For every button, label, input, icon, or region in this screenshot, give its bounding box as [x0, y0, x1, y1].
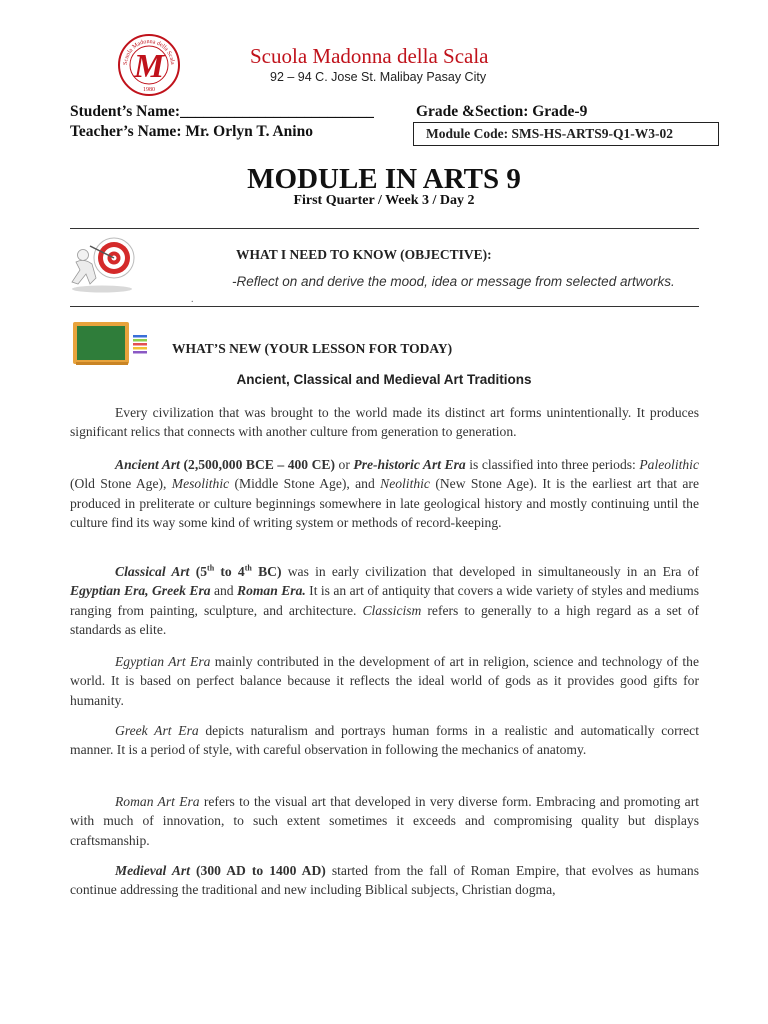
term-prehistoric: Pre-historic Art Era: [353, 457, 466, 472]
term-mesolithic: Mesolithic: [171, 476, 230, 492]
whats-new-heading: WHAT’S NEW (YOUR LESSON FOR TODAY): [172, 341, 453, 356]
text-run: (Old Stone Age),: [70, 476, 172, 492]
text-run: was in early civilization that developed in simultaneously in an Era of: [281, 564, 699, 579]
objective-heading: WHAT I NEED TO KNOW (OBJECTIVE):: [236, 247, 492, 262]
text-run: started from the fall of Roman Empire, that evolves as humans continue addressing the traditional and new including Biblical subjects, Christian dogma,: [70, 863, 699, 898]
term-eras: Egyptian Era, Greek Era: [70, 583, 211, 599]
module-code-box: Module Code: SMS-HS-ARTS9-Q1-W3-02: [413, 122, 719, 146]
text-run: refers to generally to a high regard as a set of standards as elite.: [70, 602, 699, 638]
term-medieval-art: Medieval Art: [115, 863, 190, 878]
term-ancient-art: Ancient Art: [115, 457, 180, 472]
seal-text: Scuola Madonna della Scala: [122, 38, 176, 66]
paragraph-greek-art: [70, 721, 699, 760]
student-name-field: Student’s Name:_________________________: [70, 103, 374, 120]
paragraph-classical-art: [70, 562, 699, 640]
grade-section: Grade &Section: Grade-9: [416, 103, 588, 120]
teacher-name: Teacher’s Name: Mr. Orlyn T. Anino: [70, 123, 313, 140]
school-address: 92 – 94 C. Jose St. Malibay Pasay City: [270, 70, 487, 84]
term-classicism: Classicism: [362, 602, 422, 618]
term-roman-art: Roman Art Era: [115, 794, 200, 809]
text-run: to 4: [214, 564, 245, 579]
medieval-dates: (300 AD to 1400 AD): [190, 863, 326, 878]
text-run: and: [210, 583, 237, 599]
text-run: (New Stone Age). It is the earliest art that are produced in preliterate or culture beginnings somewhere in late geological history and mostly continuing until the culture find its way some kind of writing system or methods of record-keeping.: [70, 476, 699, 531]
text-run: depicts naturalism and portrays human forms in a realistic and automatically correct manner. It is a period of style, with careful observation in following the mechanics of anatomy.: [70, 723, 699, 758]
paragraph-intro: [70, 403, 699, 442]
text-run: (5: [189, 564, 208, 579]
term-greek-art: Greek Art Era: [115, 723, 199, 738]
text-run: or: [335, 457, 354, 472]
text-run: (Middle Stone Age), and: [229, 476, 381, 492]
paragraph-intro-text: Every civilization that was brought to the world made its distinct art forms unintentionally. It produces significant relics that connects with another culture from generation to generation.: [70, 405, 699, 440]
stray-dot: .: [191, 294, 194, 305]
chalkboard-icon: [72, 321, 152, 367]
paragraph-medieval-art: [70, 861, 699, 900]
module-title: MODULE IN ARTS 9: [247, 163, 521, 195]
text-run: is classified into three periods:: [465, 457, 640, 472]
school-name: Scuola Madonna della Scala: [250, 44, 489, 68]
paragraph-roman-art: [70, 792, 699, 850]
term-egyptian-art: Egyptian Art Era: [115, 654, 211, 669]
paragraph-ancient-art: [70, 455, 699, 533]
superscript: th: [244, 563, 252, 573]
ancient-dates: (2,500,000 BCE – 400 CE): [179, 457, 336, 472]
text-run: mainly contributed in the development of art in religion, science and technology of the world. It is based on perfect balance because it reflects the ideal world of gods as it provides good gifts for humanity.: [70, 654, 699, 708]
term-paleolithic: Paleolithic: [639, 457, 699, 472]
text-run: BC): [251, 564, 282, 579]
module-subtitle: First Quarter / Week 3 / Day 2: [293, 193, 475, 208]
superscript: th: [207, 563, 215, 573]
term-neolithic: Neolithic: [380, 476, 430, 492]
school-logo: [117, 33, 181, 97]
objective-text: -Reflect on and derive the mood, idea or message from selected artworks.: [232, 274, 675, 289]
logo-year: 1980: [143, 87, 155, 93]
lesson-title: Ancient, Classical and Medieval Art Traditions: [236, 372, 532, 387]
term-classical-art: Classical Art: [115, 564, 190, 579]
divider-bottom: [70, 306, 699, 307]
term-roman-era: Roman Era.: [237, 583, 306, 599]
divider-top: [70, 228, 699, 229]
logo-letter: M: [133, 48, 165, 85]
target-icon: [66, 234, 140, 294]
paragraph-egyptian-art: [70, 652, 699, 710]
text-run: It is an art of antiquity that covers a wide variety of styles and mediums ranging from painting, sculpture, and architecture.: [70, 583, 699, 618]
text-run: refers to the visual art that developed in very diverse form. Embracing and promoting art with much of innovation, to such extent sometimes it exceeds and compromising quality but displays craftsmanship.: [70, 794, 699, 848]
